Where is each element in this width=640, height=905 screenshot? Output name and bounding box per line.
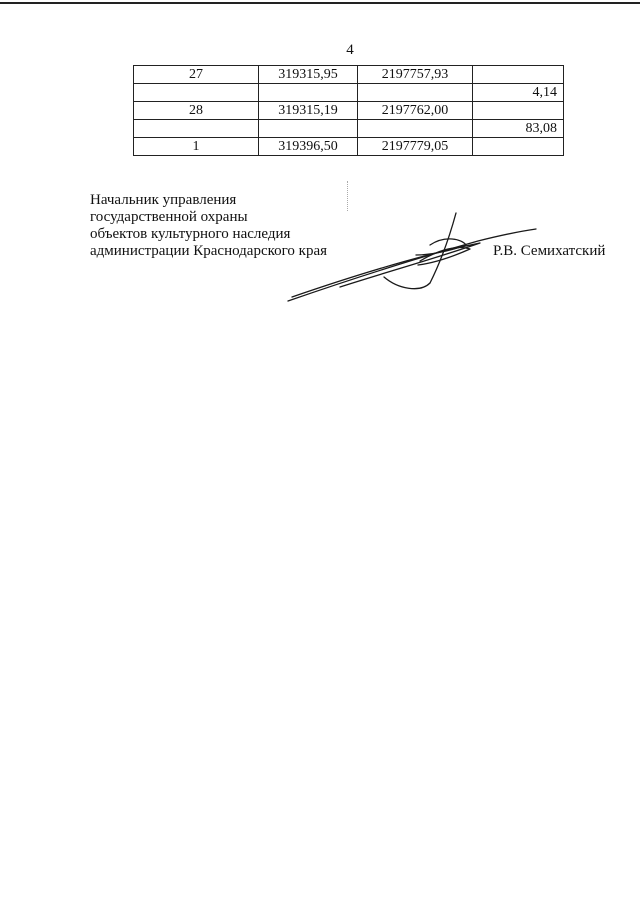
signer-name: Р.В. Семихатский: [493, 243, 606, 259]
table-row: [134, 138, 564, 156]
table-row: [134, 84, 564, 102]
x-coordinate-cell: 319315,19: [259, 102, 358, 120]
table-row: [134, 66, 564, 84]
distance-cell: 83,08: [473, 120, 564, 138]
x-coordinate-cell: 319396,50: [259, 138, 358, 156]
x-coordinate-cell: 319315,95: [259, 66, 358, 84]
table-row: [134, 102, 564, 120]
point-cell: 28: [134, 102, 259, 120]
position-line: администрации Краснодарского края: [90, 243, 328, 259]
point-cell: [134, 120, 259, 138]
coordinates-table: [133, 65, 564, 156]
position-line: Начальник управления: [90, 192, 237, 208]
y-coordinate-cell: 2197762,00: [358, 102, 473, 120]
x-coordinate-cell: [259, 84, 358, 102]
point-cell: 1: [134, 138, 259, 156]
page-number: 4: [346, 42, 354, 58]
distance-cell: [473, 66, 564, 84]
top-edge-line: [0, 2, 640, 4]
point-cell: [134, 84, 259, 102]
y-coordinate-cell: 2197779,05: [358, 138, 473, 156]
distance-cell: 4,14: [473, 84, 564, 102]
y-coordinate-cell: [358, 84, 473, 102]
position-line: объектов культурного наследия: [90, 226, 291, 242]
y-coordinate-cell: [358, 120, 473, 138]
table-row: [134, 120, 564, 138]
y-coordinate-cell: 2197757,93: [358, 66, 473, 84]
distance-cell: [473, 138, 564, 156]
x-coordinate-cell: [259, 120, 358, 138]
distance-cell: [473, 102, 564, 120]
point-cell: 27: [134, 66, 259, 84]
position-line: государственной охраны: [90, 209, 248, 225]
